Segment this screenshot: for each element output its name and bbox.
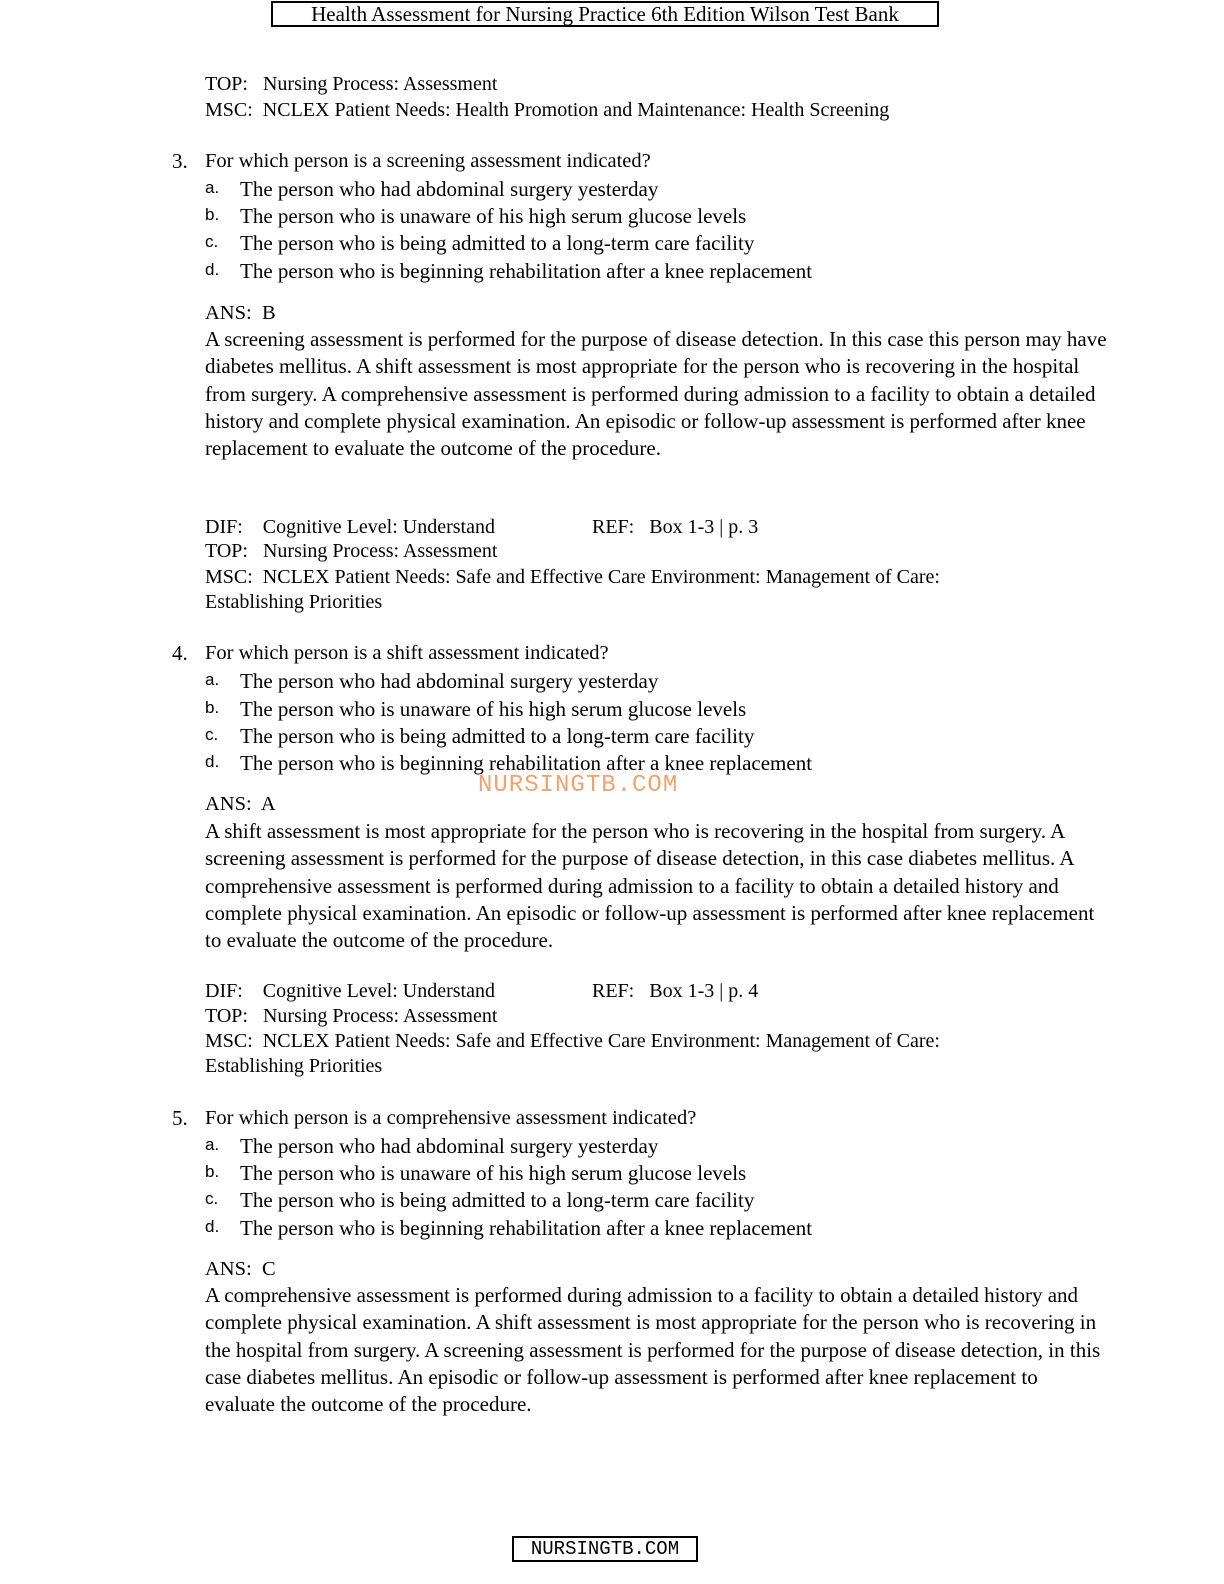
option-letter: a. (205, 670, 220, 689)
option-text: The person who had abdominal surgery yesterday (240, 669, 659, 693)
reference: REF: Box 1-3 | p. 3 (592, 516, 759, 538)
msc-line-1: MSC: NCLEX Patient Needs: Safe and Effective Care Environment: Management of Care: (205, 566, 940, 588)
topic: TOP: Nursing Process: Assessment (205, 1005, 498, 1027)
answer-key: ANS: A (205, 793, 276, 815)
watermark-text: NURSINGTB.COM (478, 772, 679, 799)
option-letter: a. (205, 178, 220, 197)
rationale: A comprehensive assessment is performed during admission to a facility to obtain a detailed history and complete physical examination. A shift assessment is most appropriate for the person who is recovering in the hospital from surgery. A screening assessment is performed for the purpose of disease detection, in this case diabetes mellitus. An episodic or follow-up assessment is performed after knee replacement to evaluate the outcome of the procedure. (205, 1283, 1101, 1417)
rationale: A shift assessment is most appropriate for the person who is recovering in the hospital from surgery. A screening assessment is performed for the purpose of disease detection, in this case diabetes mellitus. A comprehensive assessment is performed during admission to a facility to obtain a detailed history and complete physical examination. An episodic or follow-up assessment is performed after knee replacement to evaluate the outcome of the procedure. (205, 819, 1095, 953)
option-text: The person who had abdominal surgery yesterday (240, 177, 659, 201)
option-letter: b. (205, 698, 220, 717)
question-stem: For which person is a comprehensive assessment indicated? (205, 1107, 697, 1129)
question-number: 3. (172, 149, 188, 173)
option-letter: d. (205, 260, 220, 279)
watermark (478, 772, 678, 799)
rationale: A screening assessment is performed for the purpose of disease detection. In this case this person may have diabetes mellitus. A shift assessment is most appropriate for the person who is recovering in the hospital from surgery. A comprehensive assessment is performed during admission to a facility to obtain a detailed history and complete physical examination. An episodic or follow-up assessment is performed after knee replacement to evaluate the outcome of the procedure. (205, 327, 1107, 461)
page-footer: NURSINGTB.COM (512, 1536, 698, 1562)
question-stem: For which person is a screening assessment indicated? (205, 150, 651, 172)
option-text: The person who is beginning rehabilitation after a knee replacement (240, 1216, 813, 1240)
question-stem: For which person is a shift assessment indicated? (205, 642, 609, 664)
option-letter: c. (205, 725, 219, 744)
difficulty: DIF: Cognitive Level: Understand (205, 980, 495, 1002)
option-text: The person who had abdominal surgery yesterday (240, 1134, 659, 1158)
msc-line-2: Establishing Priorities (205, 591, 383, 613)
reference: REF: Box 1-3 | p. 4 (592, 980, 759, 1002)
answer-key: ANS: C (205, 1258, 276, 1280)
option-letter: a. (205, 1135, 220, 1154)
option-text: The person who is unaware of his high serum glucose levels (240, 697, 747, 721)
option-text: The person who is unaware of his high serum glucose levels (240, 204, 747, 228)
option-letter: b. (205, 1162, 220, 1181)
page-header-title: Health Assessment for Nursing Practice 6th Edition Wilson Test Bank (271, 1, 939, 27)
option-text: The person who is beginning rehabilitation after a knee replacement (240, 259, 813, 283)
option-text: The person who is being admitted to a long-term care facility (240, 1188, 755, 1212)
option-letter: c. (205, 232, 219, 251)
option-text: The person who is unaware of his high serum glucose levels (240, 1161, 747, 1185)
option-text: The person who is being admitted to a long-term care facility (240, 231, 755, 255)
msc-line-1: MSC: NCLEX Patient Needs: Safe and Effective Care Environment: Management of Care: (205, 1030, 940, 1052)
question-number: 5. (172, 1106, 188, 1130)
option-text: The person who is being admitted to a long-term care facility (240, 724, 755, 748)
option-letter: d. (205, 752, 220, 771)
option-text: The person who is beginning rehabilitation after a knee replacement (240, 751, 813, 775)
option-letter: b. (205, 205, 220, 224)
topic: TOP: Nursing Process: Assessment (205, 540, 498, 562)
option-letter: c. (205, 1189, 219, 1208)
question-number: 4. (172, 641, 188, 665)
option-letter: d. (205, 1217, 220, 1236)
msc-line-2: Establishing Priorities (205, 1055, 383, 1077)
answer-key: ANS: B (205, 302, 276, 324)
prev-top: TOP: Nursing Process: Assessment (205, 73, 498, 95)
prev-msc: MSC: NCLEX Patient Needs: Health Promotion and Maintenance: Health Screening (205, 99, 890, 121)
difficulty: DIF: Cognitive Level: Understand (205, 516, 495, 538)
